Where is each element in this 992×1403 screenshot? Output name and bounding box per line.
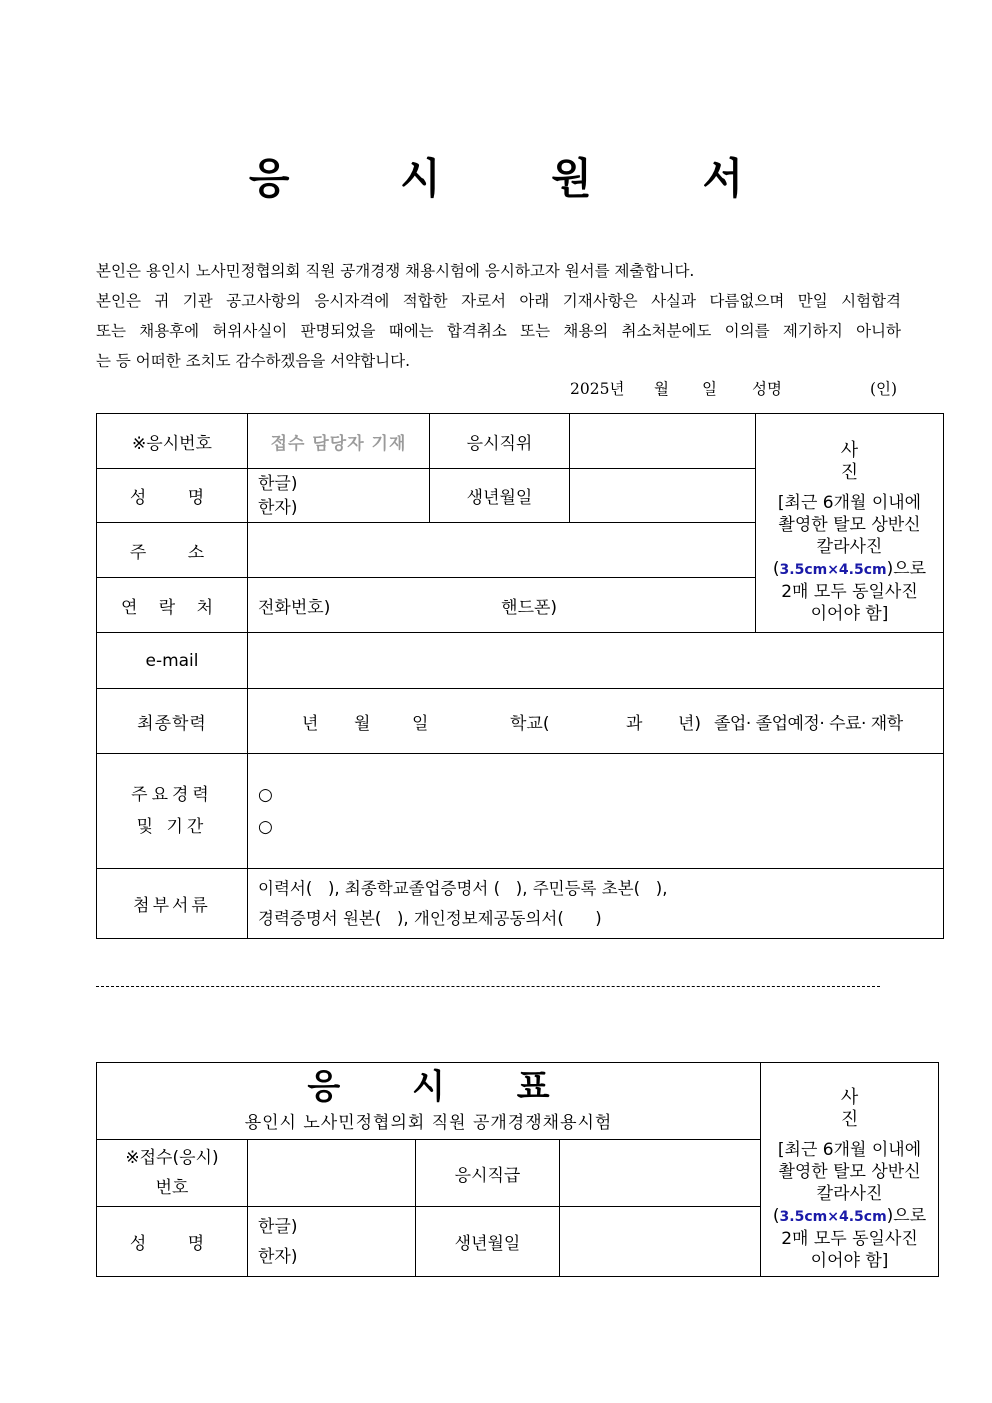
- photo-note-line: 촬영한 탈모 상반신: [778, 1162, 921, 1182]
- attachments-line: 경력증명서 원본( ), 개인정보제공동의서( ): [258, 908, 602, 928]
- date-day: 일: [702, 380, 717, 398]
- date-year: 2025년: [570, 380, 625, 398]
- ticket-birth-field[interactable]: [560, 1207, 761, 1277]
- edu-month-label: 월: [354, 714, 371, 734]
- career-label: 주요경력 및 기간: [97, 754, 248, 869]
- ticket-header: [97, 1063, 761, 1140]
- exam-ticket-table: [96, 1062, 939, 1277]
- career-item: ○: [258, 785, 273, 805]
- position-field[interactable]: [570, 414, 756, 469]
- email-label: e-mail: [97, 633, 248, 689]
- grade-label: 응시직급: [416, 1140, 560, 1207]
- ticket-name-field[interactable]: [248, 1207, 416, 1277]
- name-hanja-label: 한자): [258, 1246, 298, 1267]
- cut-line: [96, 986, 880, 987]
- pledge-text: [96, 256, 901, 376]
- photo-title: 사 진: [840, 440, 903, 483]
- position-label: 응시직위: [430, 414, 570, 469]
- exam-number-label: ※응시번호: [97, 414, 248, 469]
- edu-year-label: 년: [302, 714, 319, 734]
- photo-note-line: 이어야 함]: [810, 604, 889, 624]
- pledge-line: 는 등 어떠한 조치도 감수하겠음을 서약합니다.: [96, 352, 411, 370]
- application-form-table: [96, 413, 944, 939]
- grade-field[interactable]: [560, 1140, 761, 1207]
- date-month: 월: [654, 380, 669, 398]
- photo-size: 3.5cm×4.5cm: [779, 1209, 887, 1225]
- page-title: 응 시 원 서: [248, 154, 792, 203]
- edu-status-options: 졸업· 졸업예정· 수료· 재학: [714, 714, 903, 734]
- exam-number-field: 접수 담당자 기재: [248, 414, 430, 469]
- education-field[interactable]: [248, 689, 944, 754]
- pledge-line: 또는 채용후에 허위사실이 판명되었을 때에는 합격취소 또는 채용의 취소처분에도 이의를 제기하지 아니하: [96, 322, 901, 340]
- name-korean-label: 한글): [258, 1216, 298, 1237]
- edu-day-label: 일: [412, 714, 429, 734]
- name-field[interactable]: [248, 469, 430, 523]
- ticket-title: 응 시 표: [307, 1067, 580, 1107]
- name-korean-label: 한글): [258, 473, 298, 494]
- mobile-label: 핸드폰): [501, 597, 558, 618]
- name-label: 성 명: [97, 469, 248, 523]
- edu-grade-label: 년): [678, 714, 702, 734]
- birth-field[interactable]: [570, 469, 756, 523]
- pledge-line: 본인은 용인시 노사민정협의회 직원 공개경쟁 채용시험에 응시하고자 원서를 제출합니다.: [96, 262, 695, 280]
- photo-note-line: 이어야 함]: [810, 1251, 889, 1271]
- photo-note-line: [최근 6개월 이내에: [777, 493, 922, 513]
- photo-note-line: 칼라사진: [816, 537, 883, 557]
- photo-note-line: 2매 모두 동일사진: [781, 1229, 918, 1249]
- ticket-photo-box[interactable]: [761, 1063, 939, 1277]
- photo-note-line: 칼라사진: [816, 1184, 883, 1204]
- photo-size-line: (3.5cm×4.5cm)으로: [772, 559, 927, 579]
- receipt-number-field[interactable]: [248, 1140, 416, 1207]
- career-field[interactable]: [248, 754, 944, 869]
- address-label: 주 소: [97, 523, 248, 578]
- contact-field[interactable]: [248, 578, 756, 633]
- signature-name-label: 성명: [752, 380, 782, 398]
- attachments-line: 이력서( ), 최종학교졸업증명서 ( ), 주민등록 초본( ),: [258, 878, 668, 898]
- photo-size-line: (3.5cm×4.5cm)으로: [772, 1206, 927, 1226]
- address-field[interactable]: [248, 523, 756, 578]
- attachments-label: 첨부서류: [97, 869, 248, 939]
- photo-size: 3.5cm×4.5cm: [779, 562, 887, 578]
- pledge-line: 본인은 귀 기관 공고사항의 응시자격에 적합한 자로서 아래 기재사항은 사실과 다름없으며 만일 시험합격: [96, 292, 901, 310]
- phone-label: 전화번호): [258, 597, 331, 618]
- receipt-number-label: ※접수(응시) 번호: [97, 1140, 248, 1207]
- name-hanja-label: 한자): [258, 497, 298, 518]
- attachments-field[interactable]: [248, 869, 944, 939]
- email-field[interactable]: [248, 633, 944, 689]
- ticket-birth-label: 생년월일: [416, 1207, 560, 1277]
- photo-title: 사 진: [840, 1087, 903, 1130]
- career-item: ○: [258, 817, 273, 837]
- contact-label: 연 락 처: [97, 578, 248, 633]
- photo-box[interactable]: [756, 414, 944, 633]
- edu-dept-label: 과: [626, 714, 643, 734]
- seal-mark: (인): [870, 380, 898, 398]
- photo-note-line: [최근 6개월 이내에: [777, 1140, 922, 1160]
- ticket-name-label: 성 명: [97, 1207, 248, 1277]
- photo-note-line: 촬영한 탈모 상반신: [778, 515, 921, 535]
- birth-label: 생년월일: [430, 469, 570, 523]
- edu-school-label: 학교(: [510, 714, 550, 734]
- photo-note-line: 2매 모두 동일사진: [781, 582, 918, 602]
- education-label: 최종학력: [97, 689, 248, 754]
- ticket-subtitle: 용인시 노사민정협의회 직원 공개경쟁채용시험: [244, 1113, 613, 1133]
